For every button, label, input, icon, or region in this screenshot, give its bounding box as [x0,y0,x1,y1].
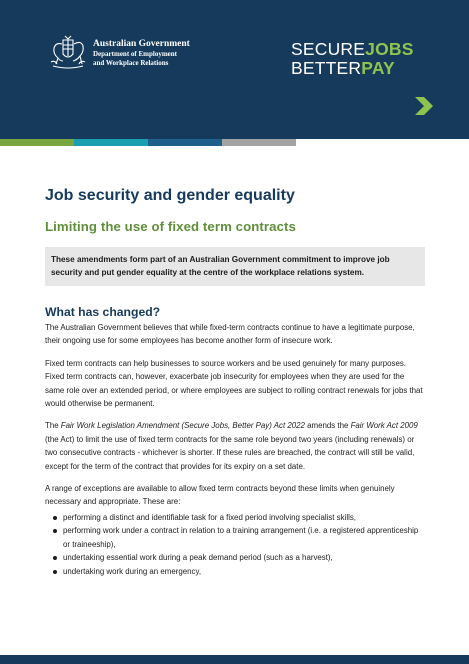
color-stripes [0,139,296,146]
intro-callout: These amendments form part of an Australian Government commitment to improve job security and put gender equality at the centre of the workplace relations system. [45,247,425,286]
act-title-2: Fair Work Act 2009 [350,421,418,431]
stripe-blue [148,139,222,146]
section-heading: What has changed? [45,305,161,319]
government-name: Australian Government [93,39,190,49]
government-logo [47,34,190,70]
list-item: undertaking essential work during a peak demand period (such as a harvest), [63,551,425,564]
stripe-green [0,139,74,146]
brand-word-jobs: JOBS [365,39,414,59]
list-item: performing a distinct and identifiable task for a fixed period involving specialist skills, [63,511,425,524]
page-title: Job security and gender equality [45,187,295,204]
list-item: performing work under a contract in relation to a training arrangement (i.e. a registered apprenticeship or traineeship), [63,524,425,551]
paragraph-1: The Australian Government believes that while fixed-term contracts continue to have a legitimate purpose, their ongoing use for some employees has become another form of insecure work. [45,323,415,346]
header-banner [0,0,469,139]
brand-word-better: BETTER [291,58,362,78]
brand-line-1 [291,40,414,59]
brand-line-2 [291,59,414,78]
stripe-grey [222,139,296,146]
document-body [45,186,425,578]
coat-of-arms-icon [47,34,89,70]
stripe-teal [74,139,148,146]
secure-jobs-better-pay-logo [291,40,414,78]
brand-word-pay: PAY [361,58,395,78]
paragraph-3 [45,419,425,473]
department-line-1: Department of Employment [93,50,177,58]
chevron-right-icon [412,95,436,117]
department-line-2: and Workplace Relations [93,58,169,67]
department-name [93,39,190,67]
paragraph-2: Fixed term contracts can help businesses to source workers and be used genuinely for many purposes. Fixed term contracts can, however, exacerbate job insecurity for employees when they are used for the same role over an extended period, or where employees are subject to rolling contract renewals for jobs that would otherwise be permanent. [45,358,423,409]
para3-text-a: The [45,421,61,431]
footer-bar [0,655,469,664]
brand-word-secure: SECURE [291,39,366,59]
exceptions-list [45,511,425,578]
para3-text-b: amends the [304,421,351,431]
act-title-1: Fair Work Legislation Amendment (Secure Jobs, Better Pay) Act 2022 [60,421,305,431]
paragraph-4: A range of exceptions are available to allow fixed term contracts beyond these limits when genuinely necessary and appropriate. These are: [45,484,395,507]
list-item: undertaking work during an emergency, [63,565,425,578]
page-subtitle: Limiting the use of fixed term contracts [45,219,296,234]
para3-text-c: (the Act) to limit the use of fixed term contracts for the same role beyond two years (including renewals) or two consecutive contracts - whichever is shorter. If these rules are breached, the contract will still be valid, except for the term of the contract that provides for its expiry on a set date. [45,434,415,471]
